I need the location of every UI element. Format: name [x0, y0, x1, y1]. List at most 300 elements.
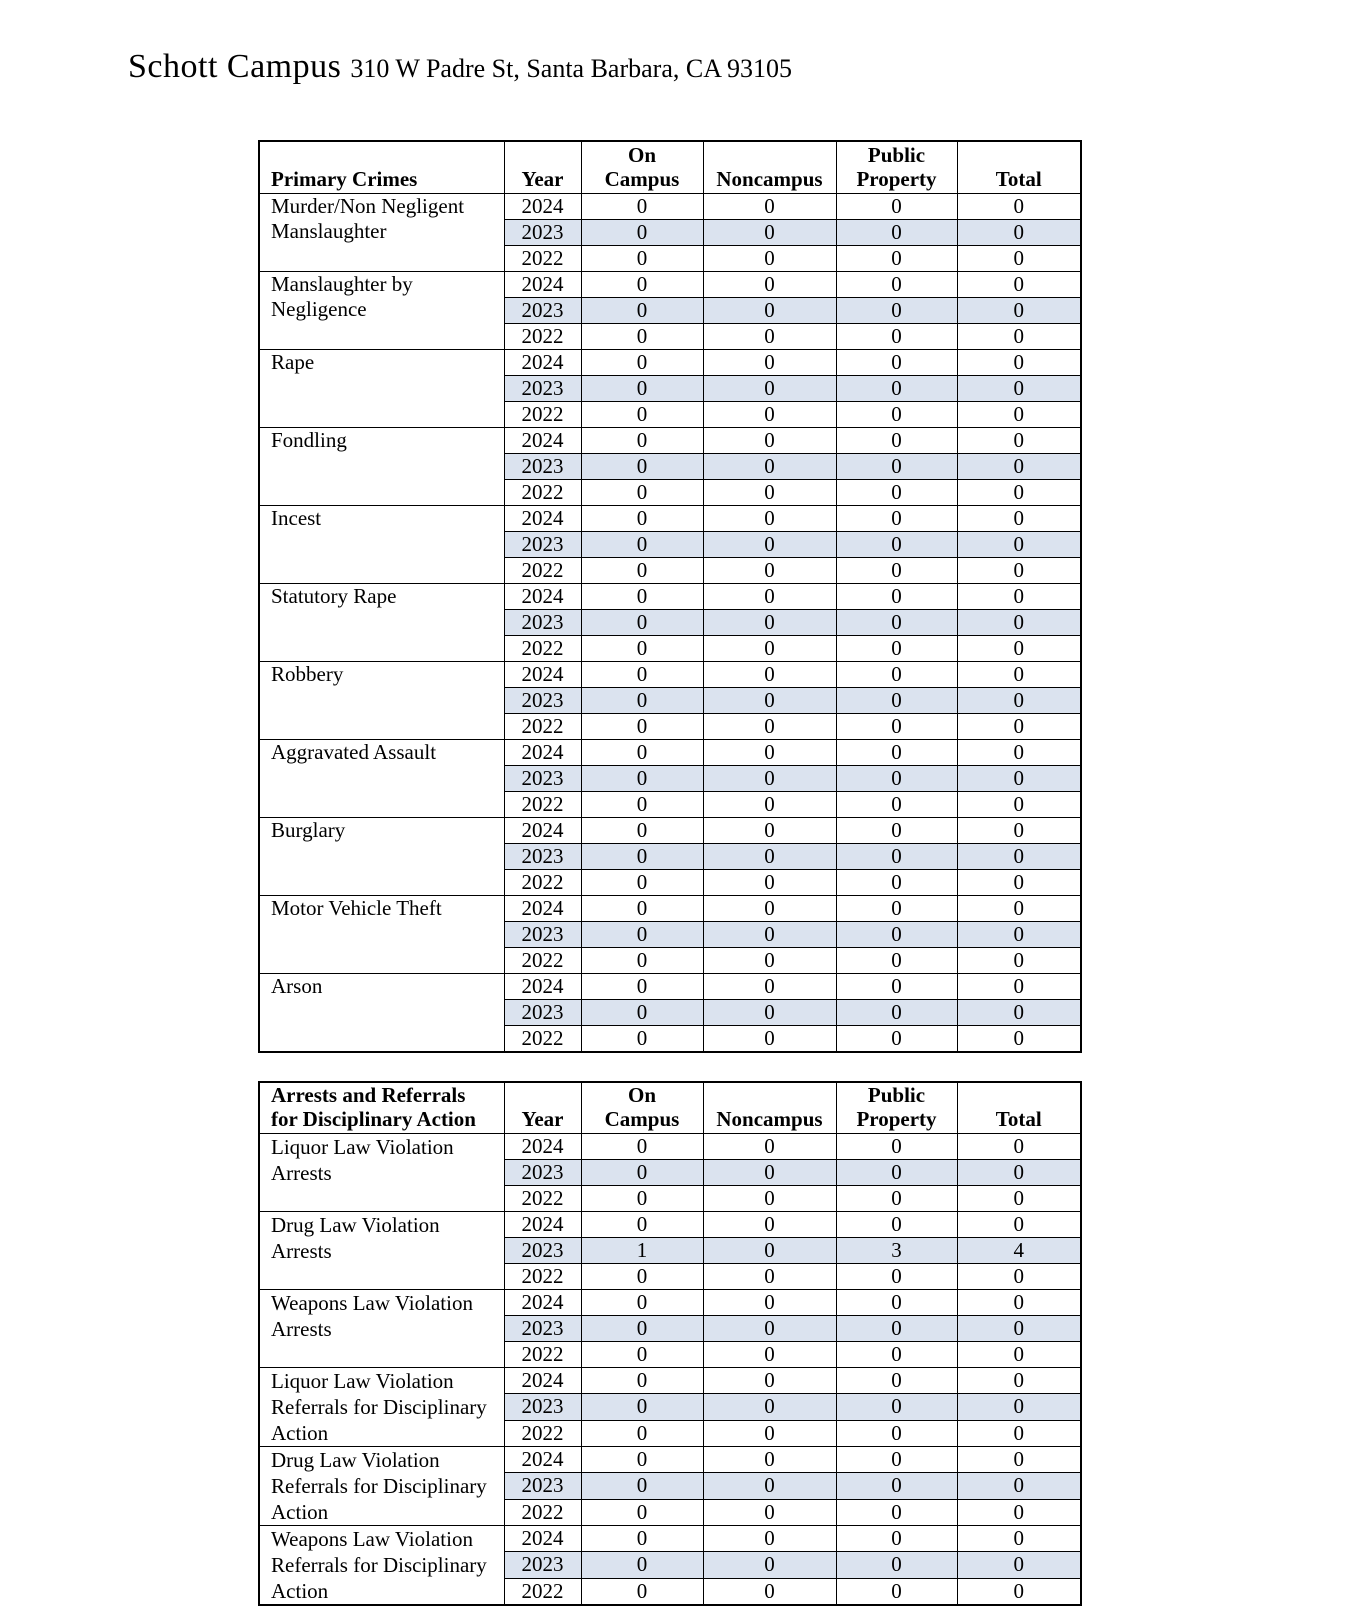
value-cell-public-property: 0 [836, 1342, 957, 1368]
value-cell-noncampus: 0 [703, 1212, 836, 1238]
year-cell: 2022 [504, 869, 581, 895]
value-cell-on-campus: 0 [581, 219, 703, 245]
value-cell-public-property: 0 [836, 713, 957, 739]
value-cell-noncampus: 0 [703, 1473, 836, 1499]
value-cell-on-campus: 0 [581, 765, 703, 791]
table-row [259, 739, 1081, 765]
value-cell-public-property: 0 [836, 1473, 957, 1499]
value-cell-total: 0 [957, 427, 1081, 453]
year-cell: 2024 [504, 895, 581, 921]
value-cell-on-campus: 0 [581, 661, 703, 687]
campus-address: 310 W Padre St, Santa Barbara, CA 93105 [350, 54, 793, 83]
value-cell-on-campus: 0 [581, 1316, 703, 1342]
category-cell: Liquor Law Violation Arrests [259, 1134, 504, 1212]
value-cell-public-property: 0 [836, 1025, 957, 1052]
column-header-public-property: Public Property [836, 141, 957, 193]
value-cell-noncampus: 0 [703, 791, 836, 817]
value-cell-noncampus: 0 [703, 1499, 836, 1525]
value-cell-noncampus: 0 [703, 479, 836, 505]
value-cell-total: 0 [957, 1526, 1081, 1552]
value-cell-public-property: 0 [836, 1394, 957, 1420]
value-cell-noncampus: 0 [703, 1290, 836, 1316]
value-cell-total: 0 [957, 1212, 1081, 1238]
primary-crimes-title: Primary Crimes [259, 141, 504, 193]
value-cell-on-campus: 0 [581, 1447, 703, 1473]
value-cell-public-property: 0 [836, 505, 957, 531]
value-cell-total: 0 [957, 791, 1081, 817]
value-cell-noncampus: 0 [703, 1447, 836, 1473]
value-cell-public-property: 0 [836, 791, 957, 817]
year-cell: 2022 [504, 323, 581, 349]
value-cell-noncampus: 0 [703, 1025, 836, 1052]
value-cell-on-campus: 0 [581, 531, 703, 557]
value-cell-public-property: 0 [836, 1368, 957, 1394]
year-cell: 2023 [504, 375, 581, 401]
value-cell-on-campus: 0 [581, 193, 703, 219]
value-cell-noncampus: 0 [703, 1160, 836, 1186]
value-cell-on-campus: 0 [581, 1552, 703, 1578]
value-cell-noncampus: 0 [703, 635, 836, 661]
value-cell-total: 0 [957, 765, 1081, 791]
value-cell-noncampus: 0 [703, 401, 836, 427]
campus-name: Schott Campus [128, 48, 342, 85]
year-cell: 2024 [504, 349, 581, 375]
year-cell: 2024 [504, 1368, 581, 1394]
value-cell-noncampus: 0 [703, 531, 836, 557]
value-cell-public-property: 0 [836, 817, 957, 843]
value-cell-public-property: 0 [836, 921, 957, 947]
value-cell-total: 0 [957, 1160, 1081, 1186]
value-cell-total: 0 [957, 323, 1081, 349]
value-cell-noncampus: 0 [703, 245, 836, 271]
year-cell: 2024 [504, 505, 581, 531]
table-row [259, 1290, 1081, 1316]
value-cell-on-campus: 0 [581, 791, 703, 817]
category-cell: Fondling [259, 427, 504, 505]
value-cell-on-campus: 0 [581, 1473, 703, 1499]
value-cell-noncampus: 0 [703, 609, 836, 635]
value-cell-noncampus: 0 [703, 843, 836, 869]
value-cell-noncampus: 0 [703, 687, 836, 713]
year-cell: 2023 [504, 453, 581, 479]
value-cell-on-campus: 0 [581, 453, 703, 479]
arrests-and-referrals-table [258, 1081, 1082, 1607]
value-cell-total: 0 [957, 661, 1081, 687]
value-cell-total: 0 [957, 1186, 1081, 1212]
value-cell-public-property: 0 [836, 609, 957, 635]
value-cell-on-campus: 1 [581, 1238, 703, 1264]
table-row [259, 1134, 1081, 1160]
value-cell-noncampus: 0 [703, 1578, 836, 1605]
value-cell-on-campus: 0 [581, 1342, 703, 1368]
value-cell-total: 0 [957, 453, 1081, 479]
value-cell-on-campus: 0 [581, 1134, 703, 1160]
value-cell-total: 0 [957, 349, 1081, 375]
value-cell-on-campus: 0 [581, 245, 703, 271]
value-cell-on-campus: 0 [581, 1420, 703, 1446]
value-cell-total: 0 [957, 1316, 1081, 1342]
value-cell-noncampus: 0 [703, 323, 836, 349]
table-row [259, 583, 1081, 609]
value-cell-noncampus: 0 [703, 947, 836, 973]
year-cell: 2024 [504, 427, 581, 453]
value-cell-public-property: 0 [836, 245, 957, 271]
value-cell-on-campus: 0 [581, 1578, 703, 1605]
value-cell-public-property: 0 [836, 1212, 957, 1238]
value-cell-public-property: 0 [836, 999, 957, 1025]
year-cell: 2022 [504, 713, 581, 739]
value-cell-total: 0 [957, 1264, 1081, 1290]
value-cell-total: 0 [957, 479, 1081, 505]
value-cell-on-campus: 0 [581, 999, 703, 1025]
value-cell-noncampus: 0 [703, 427, 836, 453]
value-cell-total: 0 [957, 973, 1081, 999]
value-cell-total: 0 [957, 245, 1081, 271]
table-row [259, 817, 1081, 843]
value-cell-public-property: 0 [836, 1290, 957, 1316]
value-cell-noncampus: 0 [703, 1264, 836, 1290]
year-cell: 2023 [504, 1473, 581, 1499]
value-cell-noncampus: 0 [703, 1186, 836, 1212]
year-cell: 2022 [504, 557, 581, 583]
table-row [259, 1212, 1081, 1238]
value-cell-noncampus: 0 [703, 1134, 836, 1160]
year-cell: 2022 [504, 635, 581, 661]
header-row [259, 1082, 1081, 1134]
value-cell-on-campus: 0 [581, 1212, 703, 1238]
value-cell-public-property: 0 [836, 1447, 957, 1473]
value-cell-on-campus: 0 [581, 973, 703, 999]
year-cell: 2023 [504, 297, 581, 323]
category-cell: Aggravated Assault [259, 739, 504, 817]
value-cell-on-campus: 0 [581, 739, 703, 765]
value-cell-public-property: 0 [836, 271, 957, 297]
value-cell-public-property: 0 [836, 193, 957, 219]
year-cell: 2022 [504, 401, 581, 427]
category-cell: Statutory Rape [259, 583, 504, 661]
value-cell-noncampus: 0 [703, 271, 836, 297]
value-cell-total: 0 [957, 687, 1081, 713]
value-cell-total: 0 [957, 583, 1081, 609]
year-cell: 2024 [504, 739, 581, 765]
year-cell: 2024 [504, 1447, 581, 1473]
value-cell-total: 0 [957, 999, 1081, 1025]
value-cell-on-campus: 0 [581, 713, 703, 739]
value-cell-total: 0 [957, 1499, 1081, 1525]
value-cell-noncampus: 0 [703, 1316, 836, 1342]
value-cell-total: 0 [957, 1447, 1081, 1473]
year-cell: 2023 [504, 531, 581, 557]
value-cell-total: 0 [957, 505, 1081, 531]
value-cell-noncampus: 0 [703, 895, 836, 921]
value-cell-total: 0 [957, 1134, 1081, 1160]
value-cell-public-property: 0 [836, 375, 957, 401]
column-header-on-campus: On Campus [581, 1082, 703, 1134]
value-cell-total: 0 [957, 869, 1081, 895]
category-cell: Incest [259, 505, 504, 583]
table-row [259, 661, 1081, 687]
value-cell-total: 0 [957, 1578, 1081, 1605]
table-row [259, 349, 1081, 375]
category-cell: Weapons Law Violation Referrals for Disciplinary Action [259, 1526, 504, 1606]
value-cell-total: 0 [957, 375, 1081, 401]
year-cell: 2024 [504, 1134, 581, 1160]
value-cell-on-campus: 0 [581, 557, 703, 583]
category-cell: Drug Law Violation Arrests [259, 1212, 504, 1290]
value-cell-public-property: 0 [836, 1316, 957, 1342]
value-cell-on-campus: 0 [581, 869, 703, 895]
value-cell-on-campus: 0 [581, 609, 703, 635]
table-row [259, 427, 1081, 453]
year-cell: 2022 [504, 1342, 581, 1368]
value-cell-noncampus: 0 [703, 1552, 836, 1578]
category-cell: Burglary [259, 817, 504, 895]
value-cell-total: 0 [957, 297, 1081, 323]
column-header-noncampus: Noncampus [703, 141, 836, 193]
year-cell: 2023 [504, 765, 581, 791]
value-cell-on-campus: 0 [581, 843, 703, 869]
value-cell-public-property: 0 [836, 947, 957, 973]
year-cell: 2023 [504, 1160, 581, 1186]
table-row [259, 1526, 1081, 1552]
value-cell-on-campus: 0 [581, 1264, 703, 1290]
value-cell-on-campus: 0 [581, 1160, 703, 1186]
year-cell: 2022 [504, 1264, 581, 1290]
value-cell-on-campus: 0 [581, 297, 703, 323]
year-cell: 2024 [504, 973, 581, 999]
table-row [259, 1447, 1081, 1473]
year-cell: 2022 [504, 245, 581, 271]
value-cell-noncampus: 0 [703, 869, 836, 895]
value-cell-on-campus: 0 [581, 1025, 703, 1052]
table-row [259, 1368, 1081, 1394]
value-cell-on-campus: 0 [581, 479, 703, 505]
value-cell-public-property: 0 [836, 453, 957, 479]
value-cell-public-property: 0 [836, 349, 957, 375]
column-header-total: Total [957, 141, 1081, 193]
year-cell: 2023 [504, 1552, 581, 1578]
value-cell-noncampus: 0 [703, 349, 836, 375]
year-cell: 2024 [504, 271, 581, 297]
value-cell-on-campus: 0 [581, 1394, 703, 1420]
table-row [259, 895, 1081, 921]
value-cell-total: 0 [957, 1394, 1081, 1420]
value-cell-on-campus: 0 [581, 401, 703, 427]
value-cell-total: 0 [957, 531, 1081, 557]
year-cell: 2023 [504, 219, 581, 245]
value-cell-public-property: 0 [836, 219, 957, 245]
arrests-and-referrals-title: Arrests and Referrals for Disciplinary Action [259, 1082, 504, 1134]
value-cell-public-property: 0 [836, 583, 957, 609]
year-cell: 2023 [504, 609, 581, 635]
value-cell-public-property: 0 [836, 869, 957, 895]
year-cell: 2023 [504, 921, 581, 947]
value-cell-total: 0 [957, 1025, 1081, 1052]
year-cell: 2023 [504, 843, 581, 869]
value-cell-total: 0 [957, 1368, 1081, 1394]
value-cell-public-property: 0 [836, 297, 957, 323]
value-cell-noncampus: 0 [703, 921, 836, 947]
value-cell-total: 0 [957, 193, 1081, 219]
value-cell-on-campus: 0 [581, 505, 703, 531]
value-cell-public-property: 0 [836, 895, 957, 921]
year-cell: 2022 [504, 479, 581, 505]
year-cell: 2024 [504, 817, 581, 843]
value-cell-on-campus: 0 [581, 947, 703, 973]
year-cell: 2022 [504, 947, 581, 973]
tables-container [258, 140, 1082, 1606]
value-cell-public-property: 0 [836, 1186, 957, 1212]
value-cell-on-campus: 0 [581, 687, 703, 713]
value-cell-noncampus: 0 [703, 1342, 836, 1368]
value-cell-total: 0 [957, 609, 1081, 635]
primary-crimes-table [258, 140, 1082, 1053]
category-cell: Arson [259, 973, 504, 1052]
value-cell-noncampus: 0 [703, 713, 836, 739]
value-cell-total: 0 [957, 1552, 1081, 1578]
value-cell-noncampus: 0 [703, 999, 836, 1025]
year-cell: 2024 [504, 661, 581, 687]
value-cell-public-property: 0 [836, 1420, 957, 1446]
value-cell-public-property: 0 [836, 739, 957, 765]
value-cell-total: 0 [957, 635, 1081, 661]
category-cell: Murder/Non Negligent Manslaughter [259, 193, 504, 271]
column-header-year: Year [504, 1082, 581, 1134]
column-header-public-property: Public Property [836, 1082, 957, 1134]
category-cell: Drug Law Violation Referrals for Disciplinary Action [259, 1447, 504, 1526]
value-cell-total: 0 [957, 1473, 1081, 1499]
value-cell-noncampus: 0 [703, 583, 836, 609]
table-row [259, 193, 1081, 219]
value-cell-public-property: 0 [836, 1552, 957, 1578]
value-cell-noncampus: 0 [703, 1368, 836, 1394]
value-cell-noncampus: 0 [703, 765, 836, 791]
table-row [259, 973, 1081, 999]
value-cell-public-property: 0 [836, 401, 957, 427]
value-cell-total: 0 [957, 1420, 1081, 1446]
value-cell-total: 0 [957, 401, 1081, 427]
value-cell-noncampus: 0 [703, 505, 836, 531]
value-cell-public-property: 0 [836, 557, 957, 583]
year-cell: 2024 [504, 1526, 581, 1552]
value-cell-public-property: 0 [836, 531, 957, 557]
page-title [128, 48, 792, 86]
value-cell-total: 4 [957, 1238, 1081, 1264]
year-cell: 2024 [504, 1290, 581, 1316]
value-cell-noncampus: 0 [703, 1526, 836, 1552]
value-cell-total: 0 [957, 557, 1081, 583]
value-cell-on-campus: 0 [581, 921, 703, 947]
value-cell-public-property: 0 [836, 1134, 957, 1160]
value-cell-public-property: 0 [836, 1578, 957, 1605]
value-cell-public-property: 0 [836, 661, 957, 687]
value-cell-on-campus: 0 [581, 375, 703, 401]
value-cell-on-campus: 0 [581, 1526, 703, 1552]
year-cell: 2022 [504, 1025, 581, 1052]
value-cell-on-campus: 0 [581, 817, 703, 843]
column-header-total: Total [957, 1082, 1081, 1134]
year-cell: 2024 [504, 583, 581, 609]
value-cell-total: 0 [957, 1290, 1081, 1316]
year-cell: 2023 [504, 687, 581, 713]
year-cell: 2024 [504, 1212, 581, 1238]
value-cell-noncampus: 0 [703, 375, 836, 401]
year-cell: 2023 [504, 1238, 581, 1264]
value-cell-noncampus: 0 [703, 557, 836, 583]
value-cell-public-property: 0 [836, 479, 957, 505]
value-cell-noncampus: 0 [703, 297, 836, 323]
category-cell: Weapons Law Violation Arrests [259, 1290, 504, 1368]
year-cell: 2024 [504, 193, 581, 219]
category-cell: Liquor Law Violation Referrals for Disciplinary Action [259, 1368, 504, 1447]
value-cell-public-property: 0 [836, 1499, 957, 1525]
value-cell-noncampus: 0 [703, 661, 836, 687]
value-cell-on-campus: 0 [581, 1368, 703, 1394]
year-cell: 2022 [504, 1499, 581, 1525]
value-cell-total: 0 [957, 1342, 1081, 1368]
value-cell-total: 0 [957, 947, 1081, 973]
value-cell-on-campus: 0 [581, 635, 703, 661]
year-cell: 2023 [504, 1394, 581, 1420]
value-cell-public-property: 3 [836, 1238, 957, 1264]
value-cell-total: 0 [957, 843, 1081, 869]
value-cell-on-campus: 0 [581, 583, 703, 609]
value-cell-on-campus: 0 [581, 323, 703, 349]
value-cell-total: 0 [957, 219, 1081, 245]
table-row [259, 271, 1081, 297]
value-cell-noncampus: 0 [703, 219, 836, 245]
value-cell-noncampus: 0 [703, 739, 836, 765]
value-cell-total: 0 [957, 739, 1081, 765]
value-cell-on-campus: 0 [581, 1290, 703, 1316]
year-cell: 2022 [504, 1420, 581, 1446]
value-cell-total: 0 [957, 921, 1081, 947]
value-cell-total: 0 [957, 713, 1081, 739]
year-cell: 2023 [504, 999, 581, 1025]
year-cell: 2022 [504, 791, 581, 817]
value-cell-public-property: 0 [836, 765, 957, 791]
column-header-noncampus: Noncampus [703, 1082, 836, 1134]
value-cell-public-property: 0 [836, 1160, 957, 1186]
value-cell-on-campus: 0 [581, 349, 703, 375]
value-cell-total: 0 [957, 895, 1081, 921]
value-cell-public-property: 0 [836, 843, 957, 869]
header-row [259, 141, 1081, 193]
year-cell: 2022 [504, 1578, 581, 1605]
column-header-year: Year [504, 141, 581, 193]
value-cell-on-campus: 0 [581, 1499, 703, 1525]
value-cell-noncampus: 0 [703, 817, 836, 843]
value-cell-noncampus: 0 [703, 453, 836, 479]
value-cell-noncampus: 0 [703, 1394, 836, 1420]
value-cell-total: 0 [957, 271, 1081, 297]
category-cell: Manslaughter by Negligence [259, 271, 504, 349]
category-cell: Motor Vehicle Theft [259, 895, 504, 973]
value-cell-public-property: 0 [836, 427, 957, 453]
category-cell: Robbery [259, 661, 504, 739]
value-cell-on-campus: 0 [581, 271, 703, 297]
value-cell-noncampus: 0 [703, 193, 836, 219]
value-cell-public-property: 0 [836, 687, 957, 713]
category-cell: Rape [259, 349, 504, 427]
column-header-on-campus: On Campus [581, 141, 703, 193]
value-cell-on-campus: 0 [581, 427, 703, 453]
value-cell-total: 0 [957, 817, 1081, 843]
year-cell: 2023 [504, 1316, 581, 1342]
value-cell-noncampus: 0 [703, 973, 836, 999]
table-row [259, 505, 1081, 531]
value-cell-public-property: 0 [836, 323, 957, 349]
